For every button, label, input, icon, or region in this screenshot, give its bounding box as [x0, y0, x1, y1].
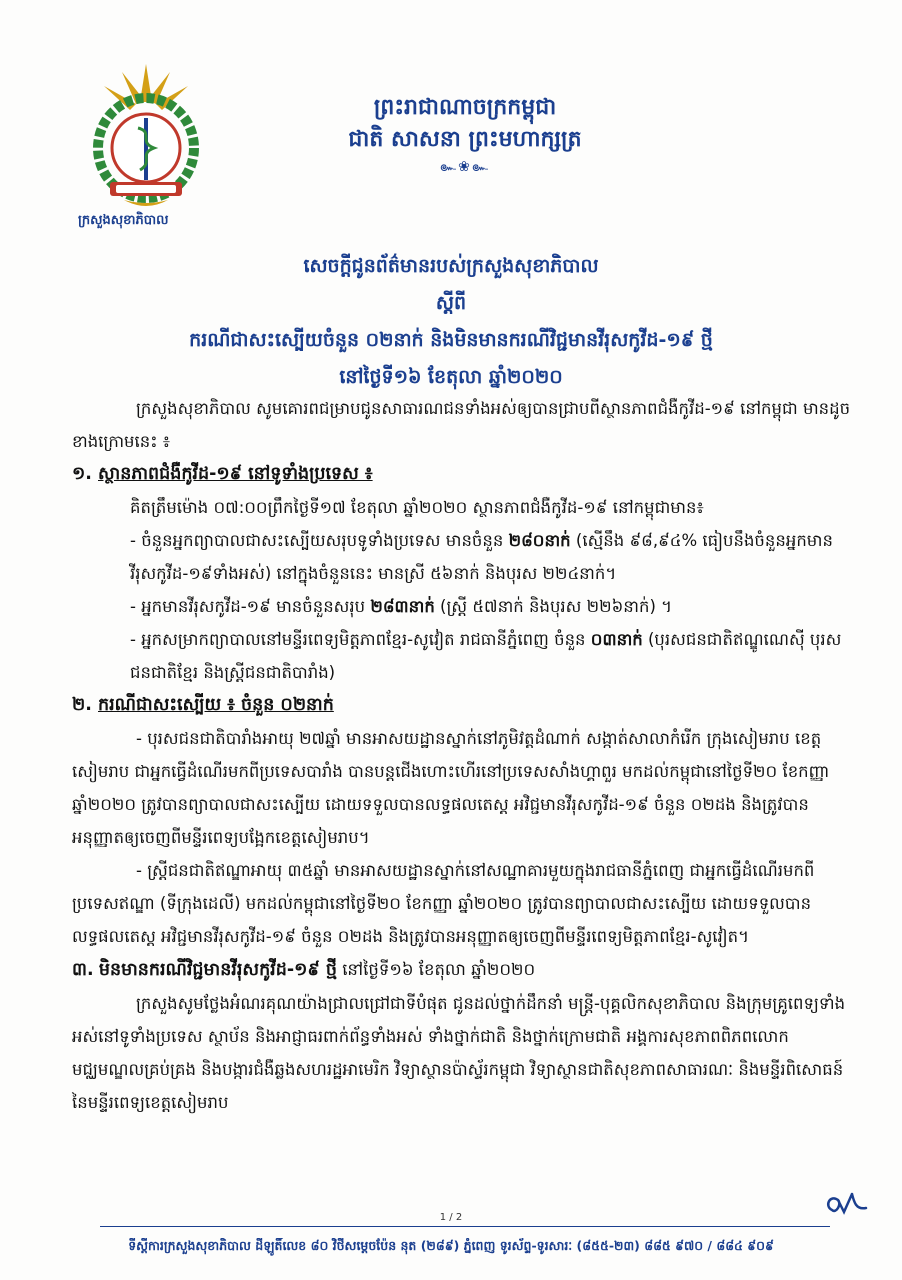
item-text: - អ្នកសម្រាកព្យាបាលនៅមន្ទីរពេទ្យមិត្តភាពខ្មែរ-សូវៀត រាជធានីភ្នំពេញ ចំនួន [130, 630, 591, 649]
title-line-4: នៅថ្ងៃទី១៦ ខែតុលា ឆ្នាំ២០២០ [339, 366, 563, 388]
section-1-item-recovered [72, 524, 852, 590]
item-text: (ស្ត្រី ៥៧នាក់ និងបុរស ២២៦នាក់) ។ [434, 597, 673, 616]
title-line-3: ករណីជាសះស្បើយចំនួន ០២នាក់ និងមិនមានករណីវិជ្ជមានវីរុសកូវីដ-១៩ ថ្មី [189, 329, 713, 351]
section-3-heading [72, 953, 852, 987]
item-figure: ០៣នាក់ [590, 630, 643, 649]
item-text: (ស្មើនឹង ៩៨,៩៤% ធៀបនឹងចំនួនអ្នកមានវីរុសកូវីដ-១៩ទាំងអស់) នៅក្នុងចំនួននេះ មានស្រី ៥៦នាក់ និងបុរស ២២៤នាក់។ [130, 531, 833, 583]
section-1-heading [72, 458, 852, 491]
section-3-number: ៣. [72, 960, 94, 980]
ornament-divider: ๛❀๛ [439, 159, 491, 175]
title-line-2: ស្ដីពី [435, 292, 467, 314]
document-body [72, 392, 852, 1119]
section-2-item-1: - បុរសជនជាតិបារាំងអាយុ ២៧ឆ្នាំ មានអាសយដ្ឋានស្នាក់នៅភូមិវត្តដំណាក់ សង្កាត់សាលាកំរើក ក្រុងសៀមរាប ខេត្តសៀមរាប ជាអ្នកធ្វើដំណើរមកពីប្រទេសបារាំង បានបន្តជើងហោះហើរនៅប្រទេសសាំងហ្គាពួរ មកដល់កម្ពុជានៅថ្ងៃទី២០ ខែកញ្ញា ឆ្នាំ២០២០ ត្រូវបានព្យាបាលជាសះស្បើយ ដោយទទួលបានលទ្ធផលតេស្ត អវិជ្ជមានវីរុសកូវីដ-១៩ ចំនួន ០២ដង និងត្រូវបានអនុញ្ញាតឲ្យចេញពីមន្ទីរពេទ្យបង្អែកខេត្តសៀមរាប។ [72, 729, 830, 847]
section-2-heading [72, 689, 852, 722]
section-1-lead: គិតត្រឹមម៉ោង ០៧:០០ព្រឹកថ្ងៃទី១៧ ខែតុលា ឆ្នាំ២០២០ ស្ថានភាពជំងឺកូវីដ-១៩ នៅកម្ពុជាមាន៖ [130, 498, 704, 517]
section-1-number: ១. [72, 464, 92, 484]
kingdom-motto [300, 92, 630, 178]
title-line-1: សេចក្ដីជូនព័ត៌មានរបស់ក្រសួងសុខាភិបាល [303, 255, 599, 277]
section-2-number: ២. [72, 695, 92, 715]
document-title [120, 248, 782, 396]
ministry-emblem-icon [84, 62, 208, 212]
ministry-label: ក្រសួងសុខាភិបាល [78, 213, 169, 228]
section-3-title: មិនមានករណីវិជ្ជមានវីរុសកូវីដ-១៩ ថ្មី [98, 960, 337, 980]
intro-paragraph: ក្រសួងសុខាភិបាល សូមគោរពជម្រាបជូនសាធារណជនទាំងអស់ឲ្យបានជ្រាបពីស្ថានភាពជំងឺកូវីដ-១៩ នៅកម្ពុជា មានដូចខាងក្រោមនេះ ៖ [72, 399, 851, 451]
footer-divider [100, 1226, 830, 1227]
item-figure: ២៨០នាក់ [508, 531, 571, 550]
section-3-paragraph: ក្រសួងសូមថ្លែងអំណរគុណយ៉ាងជ្រាលជ្រៅជាទីបំផុត ជូនដល់ថ្នាក់ដឹកនាំ មន្ត្រី-បុគ្គលិកសុខាភិបាល និងក្រុមគ្រូពេទ្យទាំងអស់នៅទូទាំងប្រទេស ស្ថាប័ន និងអាជ្ញាធរពាក់ព័ន្ធទាំងអស់ ទាំងថ្នាក់ជាតិ និងថ្នាក់ក្រោមជាតិ អង្គការសុខភាពពិភពលោក មជ្ឈមណ្ឌលគ្រប់គ្រង និងបង្ការជំងឺឆ្លងសហរដ្ឋអាមេរិក វិទ្យាស្ថានប៉ាស្ទ័រកម្ពុជា វិទ្យាស្ថានជាតិសុខភាពសាធារណៈ និងមន្ទីរពិសោធន៍នៃមន្ទីរពេទ្យខេត្តសៀមរាប [72, 994, 846, 1112]
item-text: - អ្នកមានវីរុសកូវីដ-១៩ មានចំនួនសរុប [130, 597, 371, 616]
item-text: (បុរសជនជាតិឥណ្ឌូណេស៊ី បុរសជនជាតិខ្មែរ និងស្ត្រីជនជាតិបារាំង) [130, 630, 842, 682]
footer-address: ទីស្ដីការក្រសួងសុខាភិបាល ដីឡូតិ៍លេខ ៨០ វិថីសម្ដេចប៉ែន នុត (២៨៩) ភ្នំពេញ ទូរស័ព្ទ-ទូរសារៈ (៨៥៥-២៣) ៨៨៥ ៩៧០ / ៨៨៤ ៩០៩ [128, 1238, 774, 1253]
section-3-date: នៅថ្ងៃទី១៦ ខែតុលា ឆ្នាំ២០២០ [336, 960, 536, 979]
page-number: 1 / 2 [439, 1212, 463, 1223]
section-1-item-hospitalized [72, 623, 852, 689]
section-2-title: ករណីជាសះស្បើយ ៖ ចំនួន ០២នាក់ [98, 695, 334, 715]
item-figure: ២៨៣នាក់ [370, 597, 435, 616]
section-1-title: ស្ថានភាពជំងឺកូវីដ-១៩ នៅទូទាំងប្រទេស ៖ [98, 464, 373, 484]
national-motto: ជាតិ សាសនា ព្រះមហាក្សត្រ [348, 127, 582, 152]
kingdom-name: ព្រះរាជាណាចក្រកម្ពុជា [373, 95, 557, 120]
section-2-item-2: - ស្ត្រីជនជាតិឥណ្ឌាអាយុ ៣៥ឆ្នាំ មានអាសយដ្ឋានស្នាក់នៅសណ្ឋាគារមួយក្នុងរាជធានីភ្នំពេញ ជាអ្នកធ្វើដំណើរមកពីប្រទេសឥណ្ឌា (ទីក្រុងដេលី) មកដល់កម្ពុជានៅថ្ងៃទី២០ ខែកញ្ញា ឆ្នាំ២០២០ ត្រូវបានព្យាបាលជាសះស្បើយ ដោយទទួលបានលទ្ធផលតេស្ត អវិជ្ជមានវីរុសកូវីដ-១៩ ចំនួន ០២ដង និងត្រូវបានអនុញ្ញាតឲ្យចេញពីមន្ទីរពេទ្យមិត្តភាពខ្មែរ-សូវៀត។ [72, 861, 815, 946]
section-1-item-total-cases [72, 590, 852, 623]
item-text: - ចំនួនអ្នកព្យាបាលជាសះស្បើយសរុបទូទាំងប្រទេស មានចំនួន [130, 531, 509, 550]
